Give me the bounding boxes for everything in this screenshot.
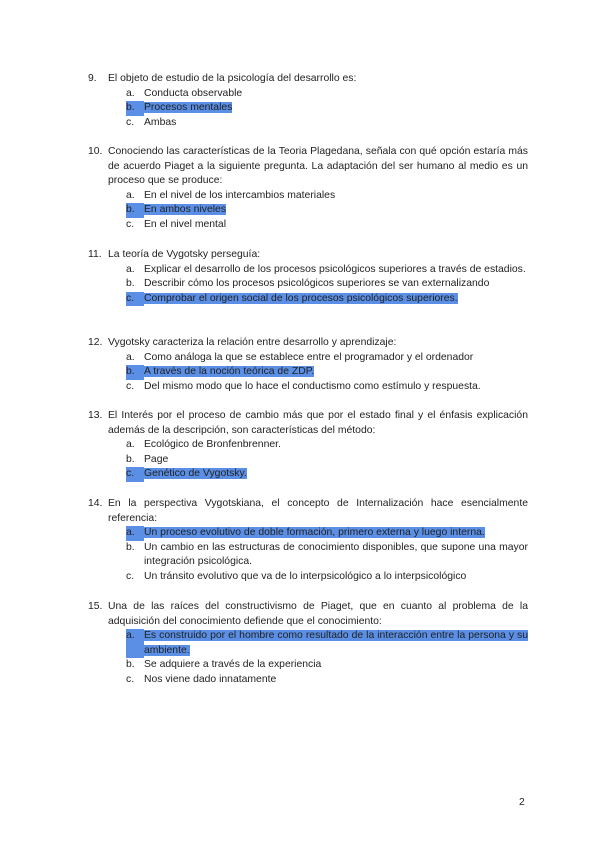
option-b — [126, 277, 528, 292]
option-b — [126, 101, 528, 116]
option-a — [126, 351, 528, 366]
question-14 — [88, 497, 528, 585]
question-10 — [88, 145, 528, 233]
question-number: 13. — [88, 410, 103, 421]
question-11 — [88, 248, 528, 306]
question-15 — [88, 600, 528, 688]
option-letter: b. — [126, 365, 144, 380]
option-text: Explicar el desarrollo de los procesos psicológicos superiores a través de estadios. — [144, 263, 526, 275]
question-number: 12. — [88, 337, 103, 348]
option-letter: a. — [126, 439, 135, 451]
option-letter: a. — [126, 629, 144, 658]
question-number: 14. — [88, 498, 103, 509]
option-letter: c. — [126, 673, 135, 685]
option-text-highlighted: Es construido por el hombre como resultado de la interacción entre la persona y su ambiente. — [144, 630, 528, 656]
question-text: El objeto de estudio de la psicología del desarrollo es: — [108, 73, 357, 84]
question-text: En la perspectiva Vygotskiana, el concepto de Internalización hace esencialmente referencia: — [108, 498, 528, 524]
question-text: Una de las raíces del constructivismo de Piaget, que en cuanto al problema de la adquisición del conocimiento defiende que el conocimiento: — [108, 601, 528, 627]
option-text: Se adquiere a través de la experiencia — [144, 659, 322, 671]
option-text: Como análoga la que se establece entre el programador y el ordenador — [144, 351, 474, 363]
question-text: El Interés por el proceso de cambio más que por el estado final y el énfasis explicación además de la descripción, son características del método: — [108, 410, 528, 436]
question-number: 15. — [88, 601, 103, 612]
option-letter: b. — [126, 659, 135, 671]
option-letter: c. — [126, 116, 135, 128]
question-text: La teoría de Vygotsky perseguía: — [108, 249, 261, 260]
option-text: Ambas — [144, 116, 177, 128]
option-text: Un tránsito evolutivo que va de lo interpsicológico a lo interpsicológico — [144, 570, 467, 582]
option-a — [126, 526, 528, 541]
question-13 — [88, 409, 528, 482]
option-letter: c. — [126, 218, 135, 230]
option-letter: c. — [126, 467, 144, 482]
question-12 — [88, 336, 528, 394]
option-c — [126, 292, 528, 307]
option-letter: a. — [126, 87, 135, 99]
option-c — [126, 467, 528, 482]
option-letter: b. — [126, 541, 135, 553]
option-letter: a. — [126, 526, 144, 541]
option-text: Un cambio en las estructuras de conocimiento disponibles, que supone una mayor integración psicológica. — [144, 541, 528, 568]
option-text: En el nivel de los intercambios materiales — [144, 189, 336, 201]
option-text-highlighted: Un proceso evolutivo de doble formación, primero externa y luego interna. — [144, 527, 485, 539]
option-b — [126, 203, 528, 218]
option-c — [126, 218, 528, 233]
question-9 — [88, 72, 528, 130]
option-a — [126, 438, 528, 453]
option-text-highlighted: Comprobar el origen social de los procesos psicológicos superiores. — [144, 292, 458, 304]
option-letter: a. — [126, 189, 135, 201]
option-text-highlighted: Procesos mentales — [144, 102, 233, 114]
option-text: En el nivel mental — [144, 218, 227, 230]
option-text-highlighted: Genético de Vygotsky. — [144, 468, 247, 480]
question-text: Vygotsky caracteriza la relación entre desarrollo y aprendizaje: — [108, 337, 397, 348]
option-text: Describir cómo los procesos psicológicos superiores se van externalizando — [144, 278, 490, 290]
option-letter: a. — [126, 351, 135, 363]
option-b — [126, 541, 528, 570]
option-text: Ecológico de Bronfenbrenner. — [144, 439, 281, 451]
page-number: 2 — [519, 797, 525, 808]
option-c — [126, 570, 528, 585]
option-b — [126, 365, 528, 380]
option-text-highlighted: A través de la noción teórica de ZDP. — [144, 366, 315, 378]
question-number: 10. — [88, 146, 103, 157]
question-text: Conociendo las características de la Teoria Plagedana, señala con qué opción estaría más de acuerdo Piaget a la siguiente pregunta. La adaptación del ser humano al medio es un proceso que se produce: — [108, 146, 528, 187]
option-a — [126, 189, 528, 204]
option-letter: b. — [126, 453, 135, 465]
option-a — [126, 263, 528, 278]
option-letter: b. — [126, 203, 144, 218]
option-c — [126, 116, 528, 131]
option-a — [126, 629, 528, 658]
option-letter: c. — [126, 380, 135, 392]
option-letter: c. — [126, 570, 135, 582]
question-number: 9. — [88, 73, 97, 84]
option-letter: a. — [126, 263, 135, 275]
option-a — [126, 87, 528, 102]
option-letter: b. — [126, 101, 144, 116]
question-number: 11. — [88, 249, 102, 260]
option-text: Del mismo modo que lo hace el conductismo como estímulo y respuesta. — [144, 380, 481, 392]
option-b — [126, 453, 528, 468]
option-text: Page — [144, 453, 169, 465]
option-text: Conducta observable — [144, 87, 243, 99]
option-c — [126, 380, 528, 395]
option-text: Nos viene dado innatamente — [144, 673, 277, 685]
option-c — [126, 673, 528, 688]
option-text-highlighted: En ambos niveles — [144, 204, 227, 216]
option-letter: b. — [126, 278, 135, 290]
option-b — [126, 658, 528, 673]
option-letter: c. — [126, 292, 144, 307]
